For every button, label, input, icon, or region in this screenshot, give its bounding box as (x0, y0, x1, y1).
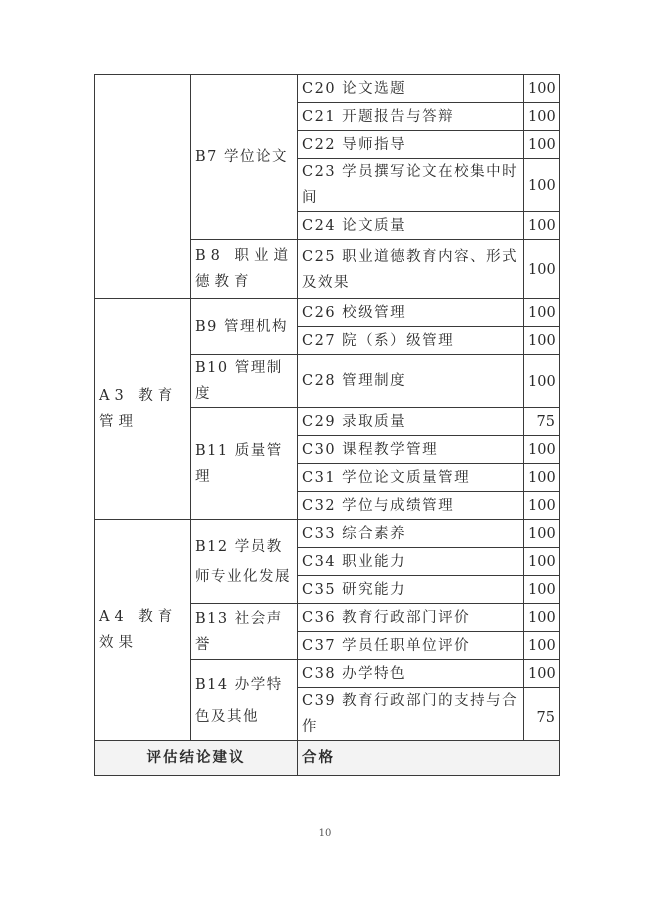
indicator-label: C28 管理制度 (298, 355, 524, 408)
indicator-score: 100 (524, 464, 560, 492)
level2-cell: B14 办学特色及其他 (191, 660, 298, 741)
indicator-label: C20 论文选题 (298, 75, 524, 103)
indicator-label: C39 教育行政部门的支持与合作 (298, 688, 524, 741)
indicator-score: 100 (524, 159, 560, 212)
level2-cell: B11 质量管理 (191, 408, 298, 520)
indicator-score: 100 (524, 492, 560, 520)
indicator-label: C22 导师指导 (298, 131, 524, 159)
indicator-label: C26 校级管理 (298, 299, 524, 327)
indicator-score: 100 (524, 103, 560, 131)
indicator-label: C38 办学特色 (298, 660, 524, 688)
indicator-label: C27 院（系）级管理 (298, 327, 524, 355)
indicator-score: 100 (524, 355, 560, 408)
indicator-label: C24 论文质量 (298, 212, 524, 240)
indicator-score: 100 (524, 604, 560, 632)
indicator-score: 100 (524, 299, 560, 327)
indicator-label: C32 学位与成绩管理 (298, 492, 524, 520)
indicator-score: 100 (524, 240, 560, 299)
conclusion-row (95, 741, 560, 776)
table-row (95, 520, 560, 548)
level2-cell: B8 职业道德教育 (191, 240, 298, 299)
indicator-score: 100 (524, 327, 560, 355)
indicator-label: C34 职业能力 (298, 548, 524, 576)
indicator-score: 100 (524, 436, 560, 464)
indicator-label: C37 学员任职单位评价 (298, 632, 524, 660)
indicator-label: C35 研究能力 (298, 576, 524, 604)
level2-cell: B12 学员教师专业化发展 (191, 520, 298, 604)
page-number: 10 (318, 828, 332, 839)
indicator-label: C29 录取质量 (298, 408, 524, 436)
indicator-score: 100 (524, 212, 560, 240)
indicator-label: C30 课程教学管理 (298, 436, 524, 464)
conclusion-label: 评估结论建议 (95, 741, 298, 776)
table-row (95, 299, 560, 327)
level2-cell: B10 管理制度 (191, 355, 298, 408)
indicator-label: C31 学位论文质量管理 (298, 464, 524, 492)
indicator-score: 100 (524, 632, 560, 660)
indicator-score: 100 (524, 131, 560, 159)
indicator-label: C33 综合素养 (298, 520, 524, 548)
level1-cell: A4 教育效果 (95, 520, 191, 741)
indicator-score: 100 (524, 548, 560, 576)
level2-cell: B9 管理机构 (191, 299, 298, 355)
level2-cell: B13 社会声誉 (191, 604, 298, 660)
level1-cell: A3 教育管理 (95, 299, 191, 520)
indicator-score: 100 (524, 520, 560, 548)
indicator-label: C25 职业道德教育内容、形式及效果 (298, 240, 524, 299)
indicator-score: 75 (524, 688, 560, 741)
indicator-label: C23 学员撰写论文在校集中时间 (298, 159, 524, 212)
indicator-score: 100 (524, 576, 560, 604)
indicator-score: 100 (524, 75, 560, 103)
conclusion-value: 合格 (298, 741, 560, 776)
indicator-label: C21 开题报告与答辩 (298, 103, 524, 131)
indicator-score: 100 (524, 660, 560, 688)
level1-cell-empty (95, 75, 191, 299)
level2-cell: B7 学位论文 (191, 75, 298, 240)
indicator-score: 75 (524, 408, 560, 436)
table-row (95, 75, 560, 103)
indicator-label: C36 教育行政部门评价 (298, 604, 524, 632)
evaluation-table (94, 74, 560, 776)
